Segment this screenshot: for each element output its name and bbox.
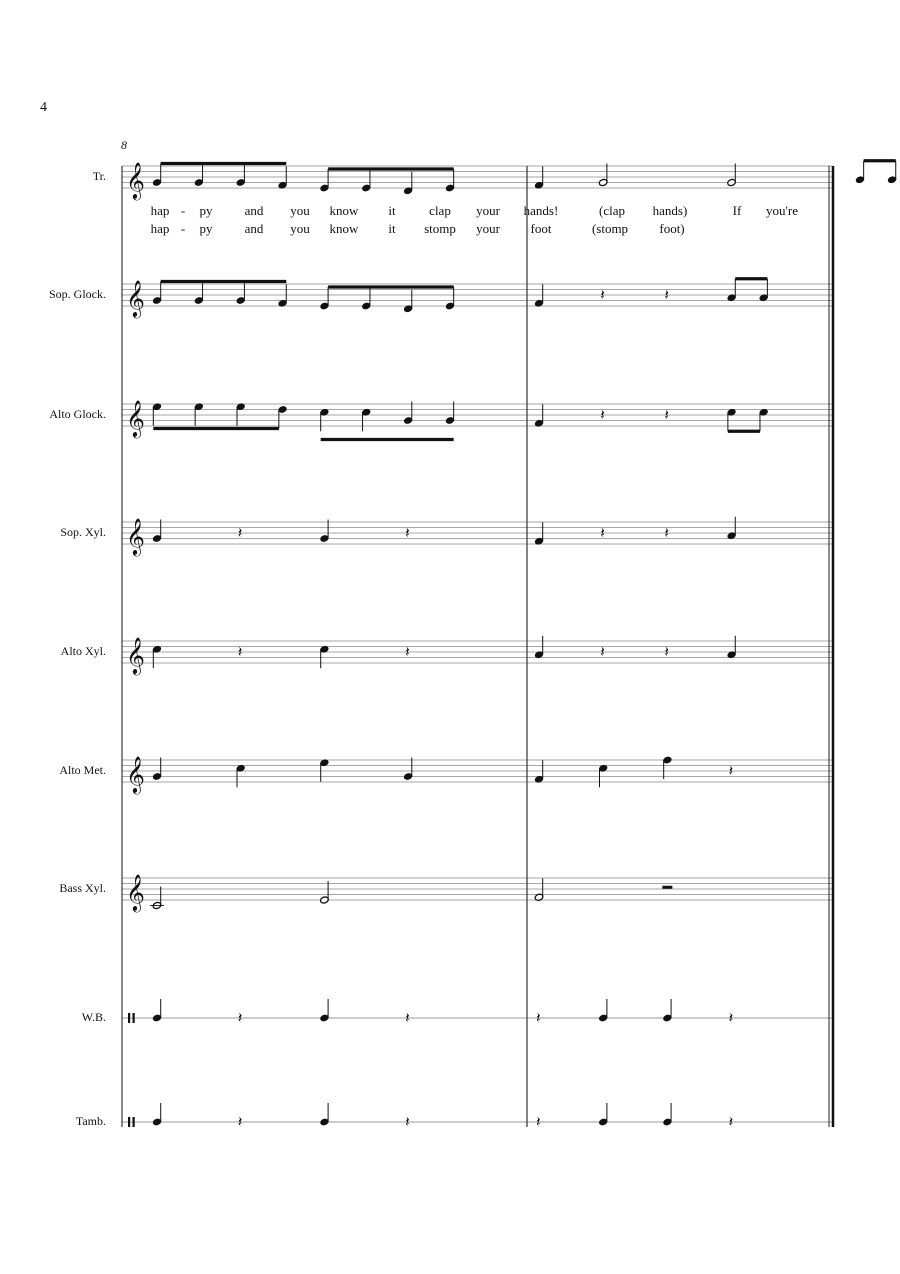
quarter-rest: 𝄽: [405, 1009, 410, 1027]
quarter-rest: 𝄽: [405, 1113, 410, 1131]
quarter-rest: 𝄽: [600, 643, 605, 661]
percussion-clef-bar: [128, 1117, 130, 1127]
quarter-rest: 𝄽: [664, 286, 669, 304]
lyric-syllable: py: [199, 203, 213, 218]
lyric-syllable: py: [199, 221, 213, 236]
staff-lines: [122, 166, 832, 1122]
lyric-syllable: know: [329, 203, 359, 218]
instrument-label: Alto Xyl.: [60, 644, 106, 658]
quarter-rest: 𝄽: [728, 1009, 734, 1027]
treble-clef: 𝄞: [126, 517, 145, 555]
lyric-syllable: stomp: [424, 221, 456, 236]
quarter-rest: 𝄽: [600, 286, 605, 304]
treble-clef: 𝄞: [126, 161, 145, 199]
lyric-syllable: hap: [150, 221, 170, 236]
treble-clef: 𝄞: [126, 636, 145, 674]
quarter-rest: 𝄽: [237, 1113, 243, 1131]
instrument-label: Tamb.: [75, 1114, 106, 1128]
lyric-hyphen: -: [180, 203, 186, 218]
lyric-syllable: hap: [150, 203, 170, 218]
instrument-label: Alto Met.: [59, 763, 106, 777]
quarter-rest: 𝄽: [664, 406, 669, 424]
instrument-label: Sop. Xyl.: [60, 525, 106, 539]
lyric-syllable: and: [244, 203, 264, 218]
quarter-rest: 𝄽: [536, 1009, 541, 1027]
measure-number: 8: [121, 138, 127, 152]
quarter-rest: 𝄽: [237, 643, 243, 661]
quarter-rest: 𝄽: [405, 524, 410, 542]
quarter-rest: 𝄽: [536, 1113, 541, 1131]
clefs: [126, 161, 145, 1127]
page-number: 4: [40, 100, 47, 115]
lyric-syllable: hands!: [523, 203, 559, 218]
lyric-syllable: know: [329, 221, 359, 236]
lyric-syllable: clap: [429, 203, 451, 218]
lyric-syllable: (stomp: [591, 221, 629, 236]
quarter-rest: 𝄽: [664, 643, 669, 661]
lyric-syllable: (clap: [599, 203, 625, 218]
lyric-syllable: foot): [659, 221, 685, 236]
percussion-clef-bar: [128, 1013, 130, 1023]
lyric-syllable: you're: [766, 203, 798, 218]
lyric-hyphen: -: [180, 221, 186, 236]
lyric-syllable: it: [388, 203, 396, 218]
lyric-syllable: it: [388, 221, 396, 236]
treble-clef: 𝄞: [126, 399, 145, 437]
treble-clef: 𝄞: [126, 279, 145, 317]
half-rest: [662, 886, 672, 889]
quarter-rest: 𝄽: [600, 524, 605, 542]
lyric-syllable: you: [290, 221, 310, 236]
quarter-rest: 𝄽: [237, 524, 243, 542]
quarter-rest: 𝄽: [237, 1009, 243, 1027]
lyric-syllable: foot: [530, 221, 552, 236]
instrument-label: Bass Xyl.: [59, 881, 106, 895]
lyric-syllable: your: [476, 221, 500, 236]
lyric-syllable: you: [290, 203, 310, 218]
lyric-syllable: hands): [652, 203, 688, 218]
quarter-rest: 𝄽: [600, 406, 605, 424]
quarter-rest: 𝄽: [405, 643, 410, 661]
treble-clef: 𝄞: [126, 755, 145, 793]
quarter-rest: 𝄽: [728, 1113, 734, 1131]
instrument-label: W.B.: [81, 1010, 106, 1024]
lyric-syllable: and: [244, 221, 264, 236]
percussion-clef-bar: [133, 1117, 135, 1127]
lyric-syllable: your: [476, 203, 500, 218]
instrument-label: Tr.: [92, 169, 106, 183]
quarter-rest: 𝄽: [664, 524, 669, 542]
treble-clef: 𝄞: [126, 873, 145, 911]
quarter-rest: 𝄽: [728, 762, 734, 780]
lyric-syllable: If: [732, 203, 742, 218]
instrument-label: Alto Glock.: [49, 407, 106, 421]
percussion-clef-bar: [133, 1013, 135, 1023]
instrument-label: Sop. Glock.: [49, 287, 106, 301]
